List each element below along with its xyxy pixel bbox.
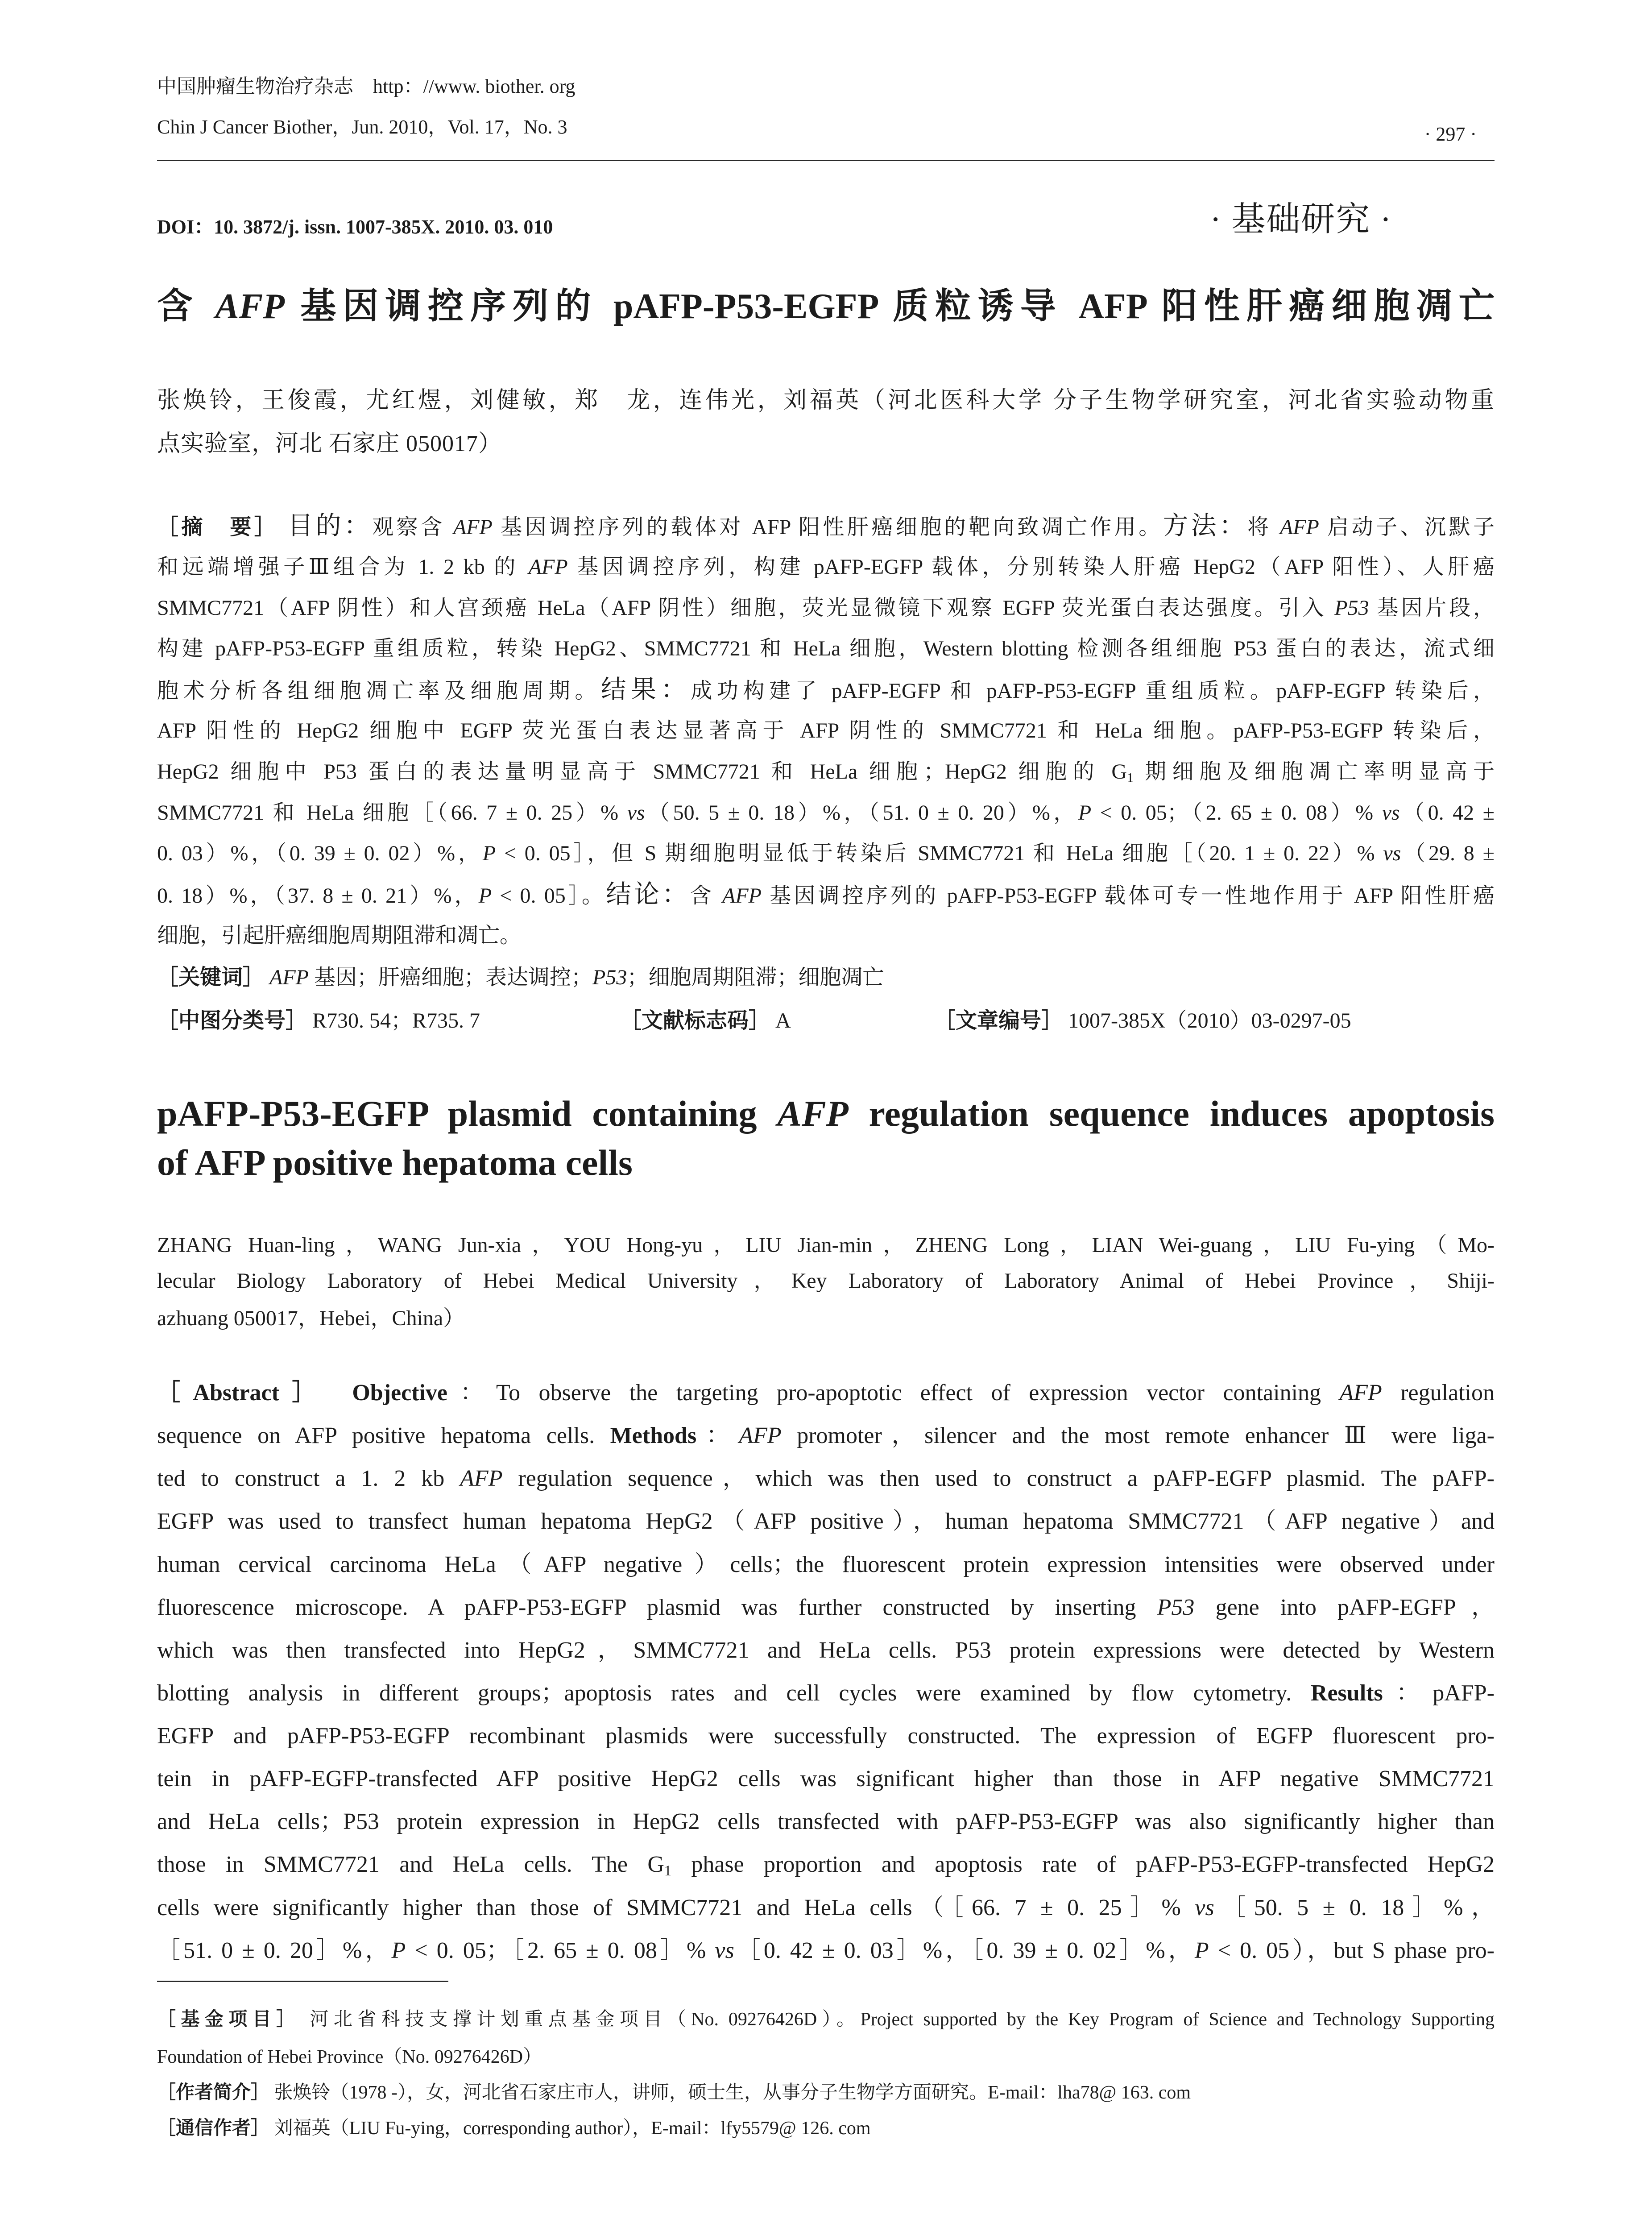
article-number xyxy=(934,1008,1351,1034)
italic-run: P xyxy=(391,1938,406,1963)
text-run: 1007-385X（2010）03-0297-05 xyxy=(1063,1009,1351,1033)
authors-en-line xyxy=(157,1268,1495,1294)
abstract-en-line xyxy=(157,1765,1495,1793)
text-run: < 0. 05］。 xyxy=(492,884,606,908)
abstract-cn-line xyxy=(157,759,1495,785)
section-heading-run: 目的： xyxy=(278,512,373,540)
text-run: 细胞，引起肝癌细胞周期阻滞和凋亡。 xyxy=(157,924,522,947)
journal-url: http：//www. biother. org xyxy=(373,75,576,97)
document-code xyxy=(620,1008,791,1034)
text-run: EGFP was used to transfect human hepatoma HepG2（AFP positive），human hepatoma SMMC7721（AFP negative）and xyxy=(157,1509,1495,1534)
text-run: 构建 pAFP-P53-EGFP 重组质粒，转染 HepG2、SMMC7721 和 HeLa 细胞，Western blotting 检测各组细胞 P53 蛋白的表达，流式细 xyxy=(157,637,1495,660)
text-run: < 0. 05；（2. 65 ± 0. 08）% xyxy=(1091,801,1382,825)
text-run: promoter，silencer and the most remote enhancer Ⅲ were liga- xyxy=(781,1423,1495,1448)
text-run: 含 xyxy=(157,287,215,326)
italic-run: AFP xyxy=(739,1423,782,1448)
text-run: those in SMMC7721 and HeLa cells. The G xyxy=(157,1852,664,1877)
bold-run: ［作者简介］ xyxy=(157,2082,270,2103)
title-cn xyxy=(157,284,1495,329)
text-run: 和远端增强子Ⅲ组合为 1. 2 kb 的 xyxy=(157,555,529,579)
text-run: （29. 8 ± xyxy=(1401,842,1495,865)
title-en-line xyxy=(157,1091,1495,1136)
italic-run: AFP xyxy=(777,1093,849,1134)
text-run: which was then transfected into HepG2，SMMC7721 and HeLa cells. P53 protein expressions were detected by Western xyxy=(157,1638,1495,1663)
text-run: < 0. 05］，但 S 期细胞明显低于转染后 SMMC7721 和 HeLa 细胞［（20. 1 ± 0. 22）% xyxy=(496,842,1383,865)
abstract-en-line xyxy=(157,1379,1495,1407)
italic-run: AFP xyxy=(215,287,285,326)
italic-run: P53 xyxy=(1157,1595,1195,1620)
title-en-line xyxy=(157,1140,1495,1185)
running-header-line-1 xyxy=(157,74,575,99)
text-run: gene into pAFP-EGFP， xyxy=(1194,1595,1495,1620)
authors-cn-line xyxy=(157,430,1495,458)
text-run: SMMC7721 和 HeLa 细胞［（66. 7 ± 0. 25）% xyxy=(157,801,627,825)
journal-name-cn: 中国肿瘤生物治疗杂志 xyxy=(157,75,353,97)
abstract-cn-line xyxy=(157,717,1495,744)
bold-run: ［通信作者］ xyxy=(157,2118,270,2139)
text-run: 将 xyxy=(1247,515,1280,539)
text-run: regulation sequence，which was then used to construct a pAFP-EGFP plasmid. The pAFP- xyxy=(502,1466,1495,1491)
text-run: cells were significantly higher than those of SMMC7721 and HeLa cells（［66. 7 ± 0. 25］% xyxy=(157,1895,1195,1920)
italic-run: P xyxy=(482,842,496,865)
abstract-en-line xyxy=(157,1722,1495,1750)
text-run: 基因；肝癌细胞；表达调控； xyxy=(308,966,592,989)
abstract-cn-line xyxy=(157,922,1495,949)
text-run: 成功构建了 pAFP-EGFP 和 pAFP-P53-EGFP 重组质粒。pAFP-EGFP 转染后， xyxy=(691,679,1495,703)
footnote-rule xyxy=(157,1981,448,1982)
bold-run: ［文章编号］ xyxy=(934,1009,1063,1033)
text-run: regulation sequence induces apoptosis xyxy=(848,1093,1495,1134)
footnote-corresponding-author xyxy=(157,2117,1495,2140)
text-run: fluorescence microscope. A pAFP-P53-EGFP plasmid was further constructed by inserting xyxy=(157,1595,1157,1620)
italic-run: AFP xyxy=(460,1466,503,1491)
page-number: · 297 · xyxy=(1424,123,1477,145)
section-heading-run: 结论： xyxy=(606,881,690,908)
clc-number xyxy=(157,1008,480,1034)
abstract-cn-line xyxy=(157,635,1495,662)
text-run: Foundation of Hebei Province（No. 09276426D） xyxy=(157,2047,542,2067)
text-run: < 0. 05；［2. 65 ± 0. 08］% xyxy=(406,1938,715,1963)
abstract-en-line xyxy=(157,1808,1495,1836)
italic-run: AFP xyxy=(453,515,493,539)
text-run: 含 xyxy=(690,884,723,908)
italic-run: P xyxy=(1078,801,1092,825)
text-run: ［50. 5 ± 0. 18］%， xyxy=(1214,1895,1495,1920)
abstract-cn-line xyxy=(157,676,1495,705)
text-run: pAFP-P53-EGFP plasmid containing xyxy=(157,1093,778,1134)
bold-run: ［Abstract］ Objective xyxy=(157,1380,448,1406)
abstract-en-line xyxy=(157,1636,1495,1665)
text-run: 基因调控序列的 pAFP-P53-EGFP 质粒诱导 AFP 阳性肝癌细胞凋亡 xyxy=(285,287,1495,326)
text-run: 启动子、沉默子 xyxy=(1319,515,1495,539)
abstract-en-line xyxy=(157,1464,1495,1493)
text-run: 期细胞及细胞凋亡率明显高于 xyxy=(1133,760,1495,784)
footnote-author-bio xyxy=(157,2081,1495,2104)
text-run: and HeLa cells；P53 protein expression in HepG2 cells transfected with pAFP-P53-EGFP was also significantly higher than xyxy=(157,1809,1495,1834)
abstract-cn-line xyxy=(157,881,1495,909)
italic-run: AFP xyxy=(528,555,568,579)
text-run: blotting analysis in different groups；apoptosis rates and cell cycles were examined by flow cytometry. xyxy=(157,1680,1311,1706)
italic-run: vs xyxy=(1382,801,1400,825)
text-run: 张焕铃（1978 -），女，河北省石家庄市人，讲师，硕士生，从事分子生物学方面研究。E-mail：lha78@ 163. com xyxy=(269,2082,1191,2103)
bold-run: ［中图分类号］ xyxy=(157,1009,307,1033)
authors-en-line xyxy=(157,1232,1495,1259)
text-run: A xyxy=(770,1009,791,1033)
text-run: 观察含 xyxy=(372,515,453,539)
text-run: 基因调控序列的 pAFP-P53-EGFP 载体可专一性地作用于 AFP 阳性肝癌 xyxy=(761,884,1495,908)
text-run: 0. 03）%，（0. 39 ± 0. 02）%， xyxy=(157,842,483,865)
abstract-cn-line xyxy=(157,513,1495,541)
italic-run: vs xyxy=(715,1938,734,1963)
text-run: 胞术分析各组细胞凋亡率及细胞周期。 xyxy=(157,679,601,703)
text-run: ；细胞周期阻滞；细胞凋亡 xyxy=(627,966,884,989)
text-run: ［0. 42 ± 0. 03］%，［0. 39 ± 0. 02］%， xyxy=(734,1938,1195,1963)
bold-run: Methods xyxy=(610,1423,697,1448)
abstract-en-line xyxy=(157,1507,1495,1536)
italic-run: P xyxy=(1194,1938,1209,1963)
authors-cn-line xyxy=(157,386,1495,415)
italic-run: P53 xyxy=(1334,596,1369,620)
text-run: ：To observe the targeting pro-apoptotic effect of expression vector containing xyxy=(447,1380,1340,1406)
text-run: 河北省科技支撑计划重点基金项目（No. 09276426D）。Project supported by the Key Program of Science and Technology Supporting xyxy=(300,2009,1495,2030)
running-header-line-2 xyxy=(157,115,567,140)
abstract-en-line xyxy=(157,1850,1495,1879)
text-run: 0. 18）%，（37. 8 ± 0. 21）%， xyxy=(157,884,479,908)
bold-run: ［文献标志码］ xyxy=(620,1009,770,1033)
bold-run: ［基金项目］ xyxy=(157,2009,300,2030)
footnote-fund-line xyxy=(157,2045,1495,2069)
abstract-en-line xyxy=(157,1551,1495,1579)
text-run: sequence on AFP positive hepatoma cells. xyxy=(157,1423,610,1448)
text-run: ： xyxy=(696,1423,739,1448)
text-run: 刘福英（LIU Fu-ying，corresponding author），E-mail：lfy5579@ 126. com xyxy=(269,2118,871,2139)
italic-run: vs xyxy=(1195,1895,1214,1920)
italic-run: P xyxy=(478,884,492,908)
text-run: < 0. 05），but S phase pro- xyxy=(1209,1938,1495,1963)
text-run: 张焕铃，王俊霞，尤红煜，刘健敏，郑 龙，连伟光，刘福英（河北医科大学 分子生物学研究室，河北省实验动物重 xyxy=(157,388,1495,413)
keywords-cn xyxy=(157,964,884,991)
abstract-en-line xyxy=(157,1894,1495,1922)
text-run: ZHANG Huan-ling，WANG Jun-xia，YOU Hong-yu，LIU Jian-min，ZHENG Long，LIAN Wei-guang，LIU Fu-ying（Mo- xyxy=(157,1233,1495,1257)
doi: DOI：10. 3872/j. issn. 1007-385X. 2010. 03. 010 xyxy=(157,216,553,238)
text-run: ted to construct a 1. 2 kb xyxy=(157,1466,460,1491)
text-run: R730. 54；R735. 7 xyxy=(307,1009,480,1033)
footnote-fund-line xyxy=(157,2008,1495,2031)
bold-run: Results xyxy=(1310,1680,1383,1706)
text-run: of AFP positive hepatoma cells xyxy=(157,1142,633,1183)
header-rule xyxy=(157,160,1495,161)
abstract-en-line xyxy=(157,1422,1495,1450)
italic-run: AFP xyxy=(269,966,309,989)
text-run: 基因调控序列的载体对 AFP 阳性肝癌细胞的靶向致凋亡作用。 xyxy=(492,515,1163,539)
bold-run: ［关键词］ xyxy=(157,966,265,989)
text-run: phase proportion and apoptosis rate of pAFP-P53-EGFP-transfected HepG2 xyxy=(671,1852,1495,1877)
abstract-cn-line xyxy=(157,554,1495,581)
section-heading-run: 结果： xyxy=(600,676,691,704)
abstract-en-line xyxy=(157,1937,1495,1965)
abstract-cn-line xyxy=(157,595,1495,622)
text-run: 基因片段， xyxy=(1369,596,1495,620)
italic-run: AFP xyxy=(1279,515,1319,539)
journal-citation-en: Chin J Cancer Biother，Jun. 2010，Vol. 17，No. 3 xyxy=(157,116,567,138)
abstract-en-line xyxy=(157,1679,1495,1708)
subscript-run: 1 xyxy=(664,1862,671,1879)
text-run: ［51. 0 ± 0. 20］%， xyxy=(157,1938,392,1963)
text-run: azhuang 050017，Hebei，China） xyxy=(157,1306,465,1330)
authors-en-line xyxy=(157,1305,1495,1332)
text-run: HepG2 细胞中 P53 蛋白的表达量明显高于 SMMC7721 和 HeLa 细胞；HepG2 细胞的 G xyxy=(157,760,1127,784)
text-run: EGFP and pAFP-P53-EGFP recombinant plasmids were successfully constructed. The expression of EGFP fluorescent pro- xyxy=(157,1723,1495,1749)
text-run: （0. 42 ± xyxy=(1399,801,1495,825)
italic-run: vs xyxy=(627,801,645,825)
italic-run: vs xyxy=(1383,842,1401,865)
text-run: lecular Biology Laboratory of Hebei Medical University，Key Laboratory of Laboratory Animal of Hebei Province，Shiji- xyxy=(157,1269,1495,1293)
text-run: SMMC7721（AFP 阴性）和人宫颈癌 HeLa（AFP 阴性）细胞，荧光显微镜下观察 EGFP 荧光蛋白表达强度。引入 xyxy=(157,596,1335,620)
text-run xyxy=(264,966,269,989)
subscript-run: 1 xyxy=(1127,770,1134,785)
abstract-en-line xyxy=(157,1593,1495,1622)
bold-run: ［摘 要］ xyxy=(157,515,279,539)
text-run: （50. 5 ± 0. 18）%，（51. 0 ± 0. 20）%， xyxy=(645,801,1078,825)
section-label: · 基础研究 · xyxy=(1210,201,1392,238)
abstract-cn-line xyxy=(157,800,1495,826)
abstract-cn-line xyxy=(157,840,1495,867)
text-run: human cervical carcinoma HeLa（AFP negative）cells；the fluorescent protein expression intensities were observed under xyxy=(157,1552,1495,1577)
text-run: regulation xyxy=(1382,1380,1495,1406)
section-heading-run: 方法： xyxy=(1163,512,1247,540)
text-run: 点实验室，河北 石家庄 050017） xyxy=(157,431,502,456)
text-run: tein in pAFP-EGFP-transfected AFP positive HepG2 cells was significant higher than those in AFP negative SMMC7721 xyxy=(157,1766,1495,1791)
text-run: 基因调控序列，构建 pAFP-EGFP 载体，分别转染人肝癌 HepG2（AFP 阳性）、人肝癌 xyxy=(567,555,1495,579)
text-run: ：pAFP- xyxy=(1383,1680,1495,1706)
italic-run: AFP xyxy=(722,884,762,908)
italic-run: P53 xyxy=(592,966,627,989)
italic-run: AFP xyxy=(1339,1380,1382,1406)
text-run: AFP 阳性的 HepG2 细胞中 EGFP 荧光蛋白表达显著高于 AFP 阴性的 SMMC7721 和 HeLa 细胞。pAFP-P53-EGFP 转染后， xyxy=(157,719,1495,742)
